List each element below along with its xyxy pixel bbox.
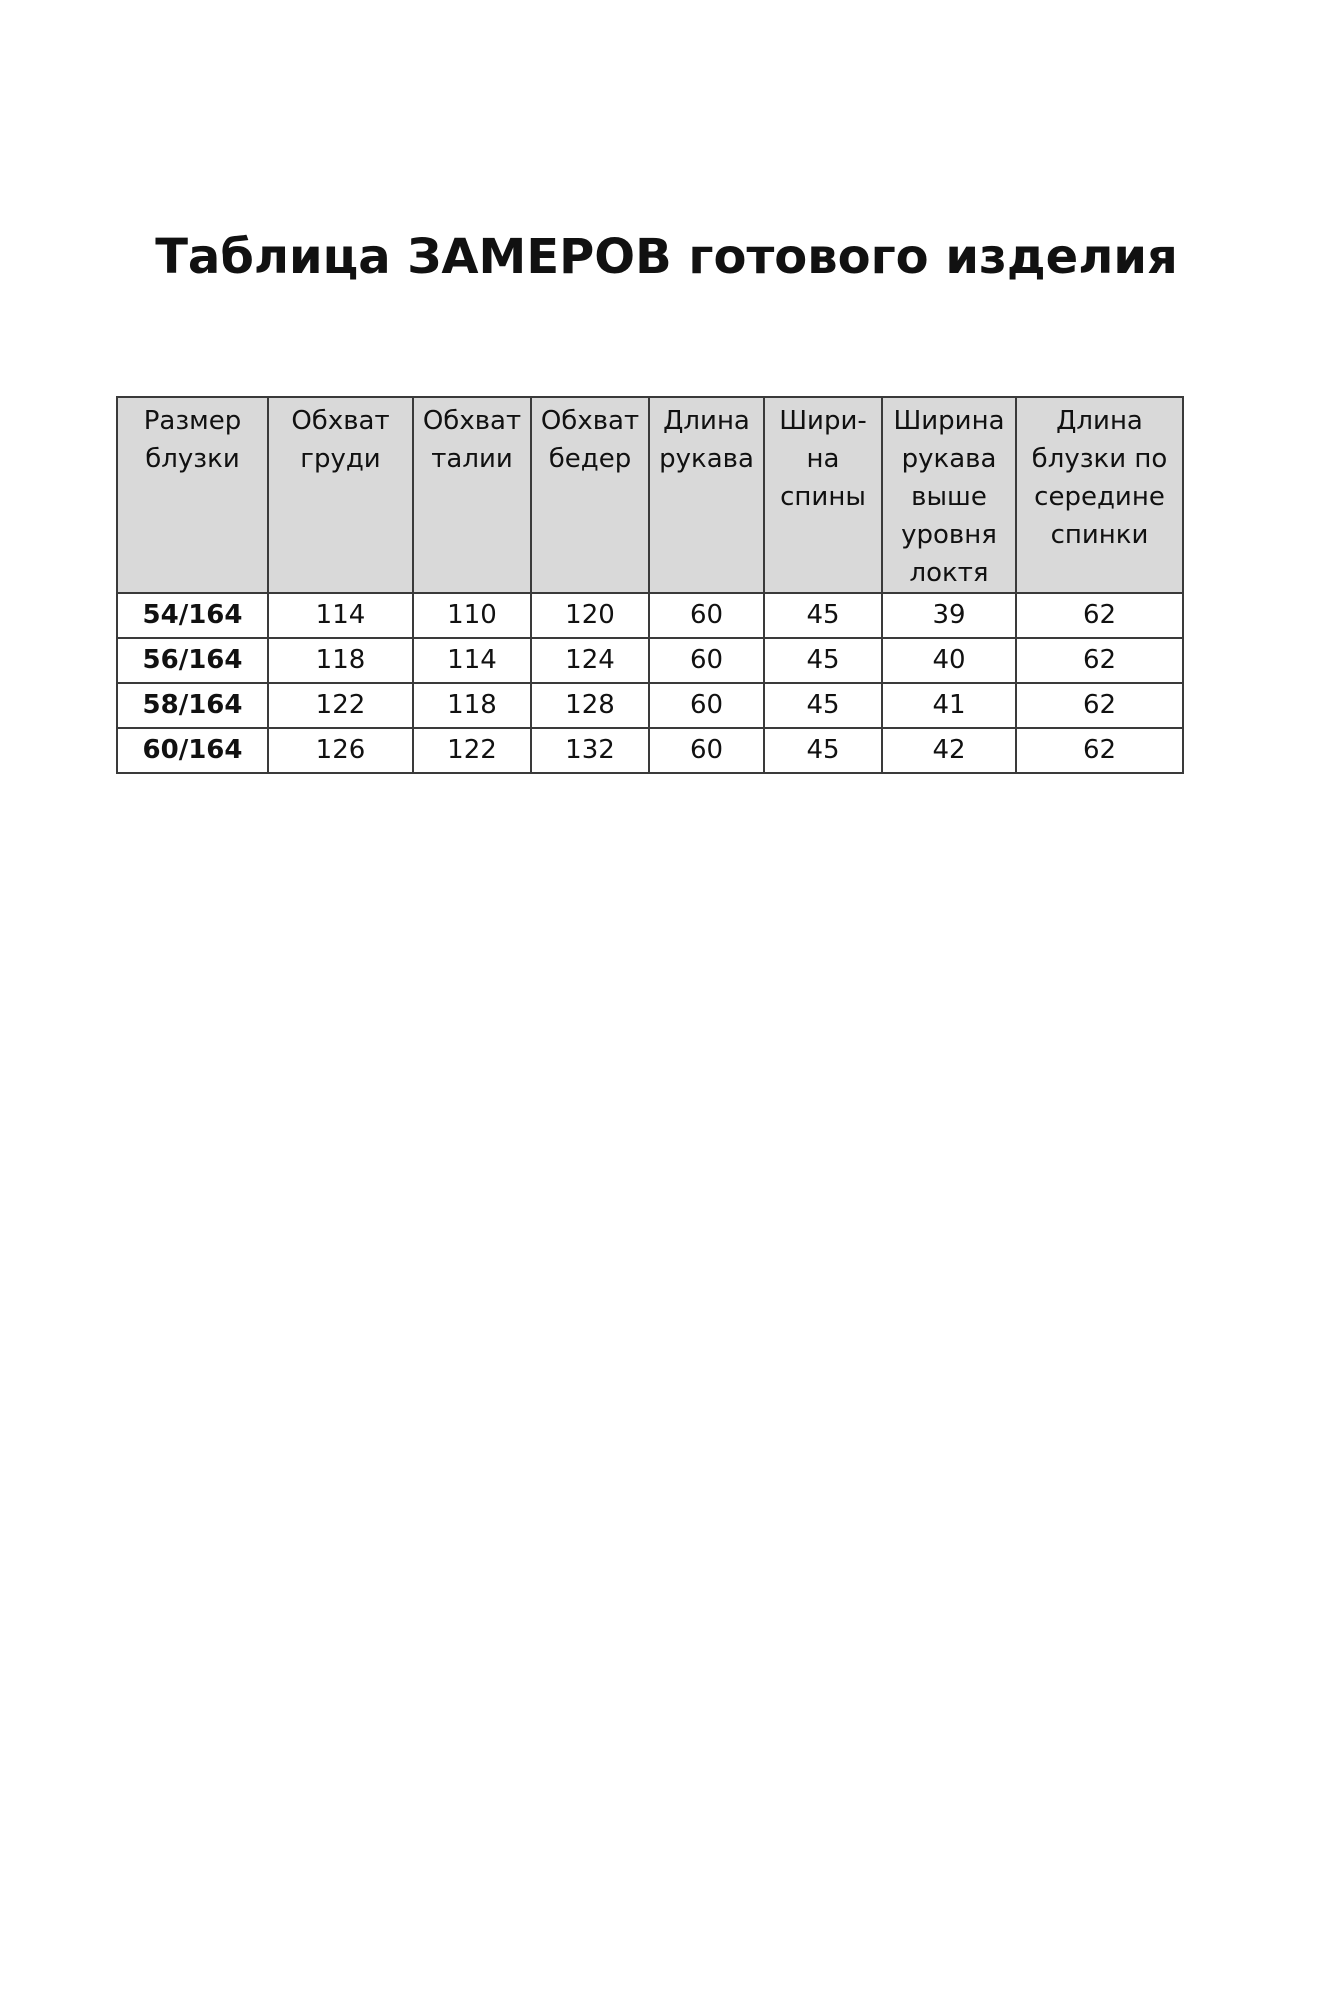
column-header-label: Обхват груди: [291, 406, 390, 474]
size-cell: 54/164: [117, 593, 268, 638]
table-cell: 60: [649, 638, 764, 683]
table-cell: 118: [268, 638, 413, 683]
column-header-label: Обхват бедер: [540, 406, 640, 474]
table-cell: 60: [649, 593, 764, 638]
table-cell: 114: [268, 593, 413, 638]
table-cell: 122: [413, 728, 531, 773]
table-cell: 126: [268, 728, 413, 773]
page-title: Таблица ЗАМЕРОВ готового изделия: [155, 229, 1178, 285]
table-cell: 62: [1016, 593, 1183, 638]
table-cell: 62: [1016, 638, 1183, 683]
table-cell: 128: [531, 683, 649, 728]
table-cell: 132: [531, 728, 649, 773]
table-cell: 114: [413, 638, 531, 683]
table-row: [117, 638, 1183, 683]
table-cell: 45: [764, 728, 882, 773]
table-cell: 41: [882, 683, 1016, 728]
column-header-back-width: [764, 397, 882, 593]
column-header-label: Обхват талии: [422, 406, 522, 474]
table-cell: 42: [882, 728, 1016, 773]
table-row: [117, 728, 1183, 773]
size-cell: 56/164: [117, 638, 268, 683]
column-header-waist: [413, 397, 531, 593]
column-header-label: Длина блузки по середине спинки: [1031, 406, 1168, 550]
column-header-size: [117, 397, 268, 593]
column-header-sleeve-width: [882, 397, 1016, 593]
table-cell: 124: [531, 638, 649, 683]
table-cell: 45: [764, 683, 882, 728]
table-cell: 120: [531, 593, 649, 638]
table-cell: 110: [413, 593, 531, 638]
table-cell: 45: [764, 638, 882, 683]
column-header-sleeve-length: [649, 397, 764, 593]
table-row: [117, 683, 1183, 728]
column-header-label: Размер блузки: [143, 406, 242, 474]
table-cell: 60: [649, 728, 764, 773]
size-cell: 58/164: [117, 683, 268, 728]
table-cell: 40: [882, 638, 1016, 683]
table-cell: 39: [882, 593, 1016, 638]
table-header-row: [117, 397, 1183, 593]
table-cell: 122: [268, 683, 413, 728]
table-row: [117, 593, 1183, 638]
table-cell: 118: [413, 683, 531, 728]
column-header-chest: [268, 397, 413, 593]
measurements-table: [116, 396, 1184, 774]
column-header-label: Шири- на спины: [779, 406, 867, 512]
column-header-blouse-length: [1016, 397, 1183, 593]
table-cell: 62: [1016, 683, 1183, 728]
table-cell: 60: [649, 683, 764, 728]
size-cell: 60/164: [117, 728, 268, 773]
column-header-label: Ширина рукава выше уровня локтя: [893, 406, 1005, 588]
table-cell: 62: [1016, 728, 1183, 773]
column-header-label: Длина рукава: [659, 406, 754, 474]
table-cell: 45: [764, 593, 882, 638]
column-header-hips: [531, 397, 649, 593]
